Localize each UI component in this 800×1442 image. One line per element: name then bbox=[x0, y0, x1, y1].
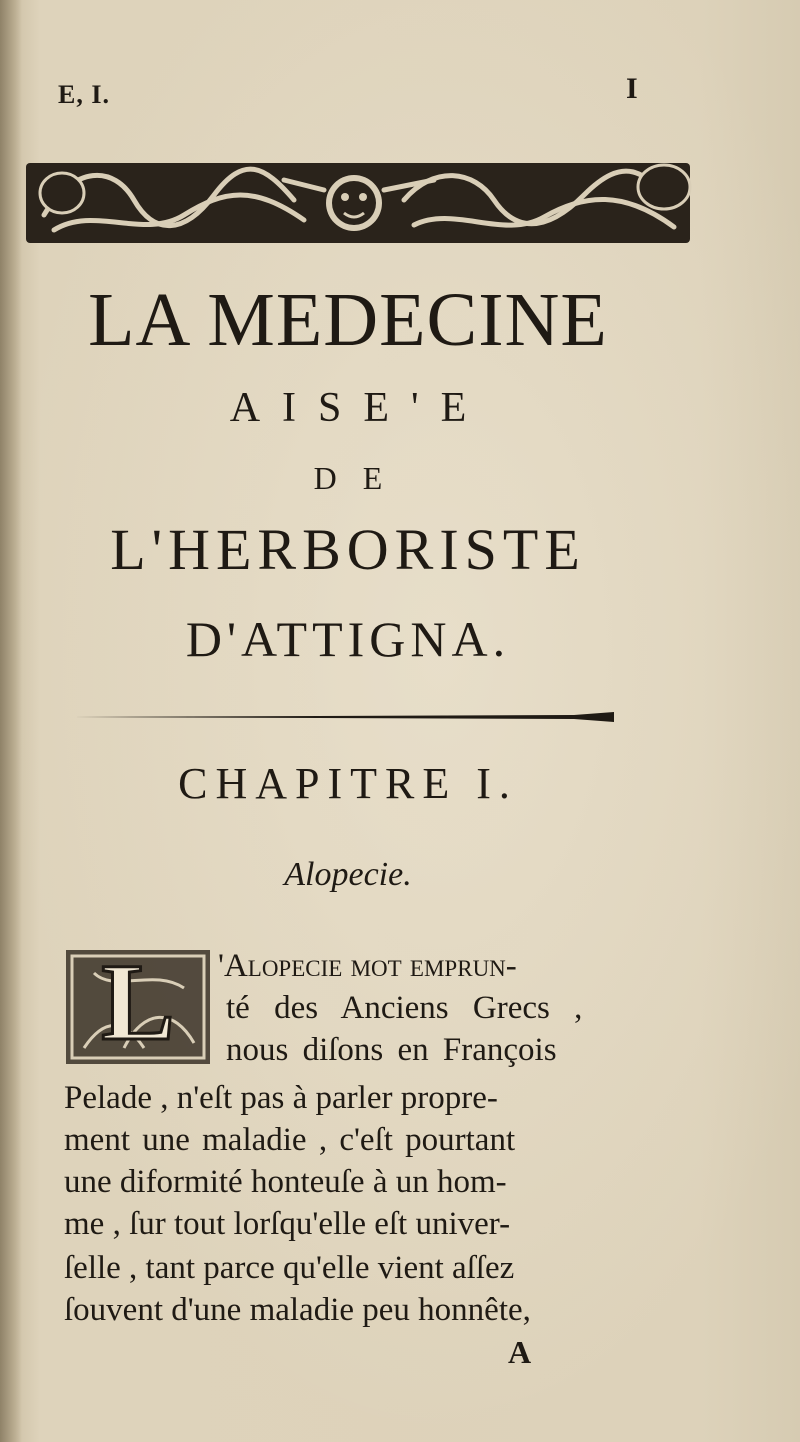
chapter-heading: CHAPITRE I. bbox=[178, 759, 518, 808]
decorated-initial-icon bbox=[64, 941, 212, 1066]
section-title: Alopecie. bbox=[284, 856, 412, 893]
folio-number: I bbox=[626, 72, 638, 105]
body-line-8: ſelle , tant parce qu'elle vient aſſez bbox=[64, 1250, 515, 1286]
page-binding-shadow bbox=[0, 0, 22, 1442]
horizontal-rule bbox=[74, 708, 616, 726]
body-line-7: me , ſur tout lorſqu'elle eſt univer- bbox=[64, 1206, 511, 1242]
ornamental-headpiece-icon bbox=[24, 145, 692, 253]
title-line-4: L'HERBORISTE bbox=[110, 517, 586, 582]
body-line-6: une diformité honteuſe à un hom- bbox=[64, 1164, 507, 1200]
drop-cap-letter: L bbox=[101, 941, 175, 1063]
catchword: A bbox=[508, 1334, 532, 1370]
title-line-3: DE bbox=[313, 460, 409, 496]
title-line-2: AISE'E bbox=[229, 385, 489, 431]
body-line-5: ment une maladie , c'eſt pourtant bbox=[64, 1122, 516, 1158]
title-line-5: D'ATTIGNA. bbox=[185, 611, 511, 667]
body-line-3: nous diſons en François bbox=[226, 1032, 557, 1068]
body-line-2: té des Anciens Grecs , bbox=[226, 990, 583, 1026]
title-line-1: LA MEDECINE bbox=[88, 278, 608, 362]
body-line-1: 'Alopecie mot emprun- bbox=[218, 948, 517, 984]
body-line-9: ſouvent d'une maladie peu honnête, bbox=[64, 1292, 531, 1328]
body-line-4: Pelade , n'eſt pas à parler propre- bbox=[64, 1080, 498, 1116]
signature-mark: E, I. bbox=[58, 80, 110, 109]
